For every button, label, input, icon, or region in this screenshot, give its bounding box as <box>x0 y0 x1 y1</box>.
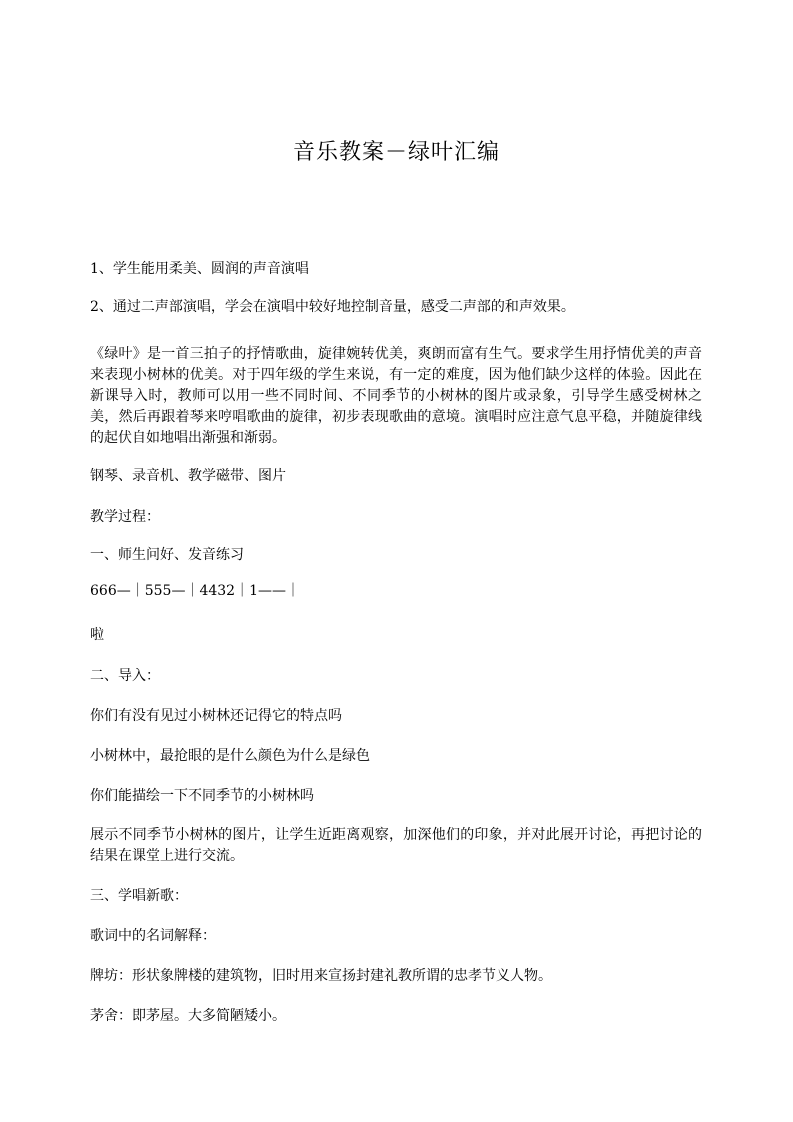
vocal-exercise-syllable: 啦 <box>90 627 104 643</box>
section-1-heading: 一、师生问好、发音练习 <box>90 547 244 563</box>
teaching-process-heading: 教学过程： <box>90 509 160 525</box>
activity-paragraph: 展示不同季节小树林的图片，让学生近距离观察，加深他们的印象，并对此展开讨论，再把讨论的结果在课堂上进行交流。 <box>90 827 702 864</box>
objective-1: 1、学生能用柔美、圆润的声音演唱 <box>90 261 309 277</box>
objective-2: 2、通过二声部演唱，学会在演唱中较好地控制音量，感受二声部的和声效果。 <box>90 299 575 315</box>
document-title: 音乐教案－绿叶汇编 <box>292 140 500 165</box>
song-analysis-paragraph: 《绿叶》是一首三拍子的抒情歌曲，旋律婉转优美，爽朗而富有生气。要求学生用抒情优美的声音来表现小树林的优美。对于四年级的学生来说，有一定的难度，因为他们缺少这样的体验。因此在新课导入时，教师可以用一些不同时间、不同季节的小树林的图片或录象，引导学生感受树林之美，然后再跟着琴来哼唱歌曲的旋律，初步表现歌曲的意境。演唱时应注意气息平稳，并随旋律线的起伏自如地唱出渐强和渐弱。 <box>90 346 702 446</box>
teaching-materials: 钢琴、录音机、教学磁带、图片 <box>90 468 286 484</box>
glossary-heading: 歌词中的名词解释： <box>90 928 216 944</box>
glossary-item-paifang: 牌坊：形状象牌楼的建筑物，旧时用来宣扬封建礼教所谓的忠孝节义人物。 <box>90 968 552 984</box>
section-2-heading: 二、导入： <box>90 668 160 684</box>
vocal-exercise-notation: 666—｜555—｜4432｜1——｜ <box>90 583 300 599</box>
glossary-item-maoshe: 茅舍：即茅屋。大多简陋矮小。 <box>90 1008 286 1024</box>
question-2: 小树林中，最抢眼的是什么颜色为什么是绿色 <box>90 748 370 764</box>
question-3: 你们能描绘一下不同季节的小树林吗 <box>90 788 314 804</box>
question-1: 你们有没有见过小树林还记得它的特点吗 <box>90 708 342 724</box>
section-3-heading: 三、学唱新歌： <box>90 888 188 904</box>
